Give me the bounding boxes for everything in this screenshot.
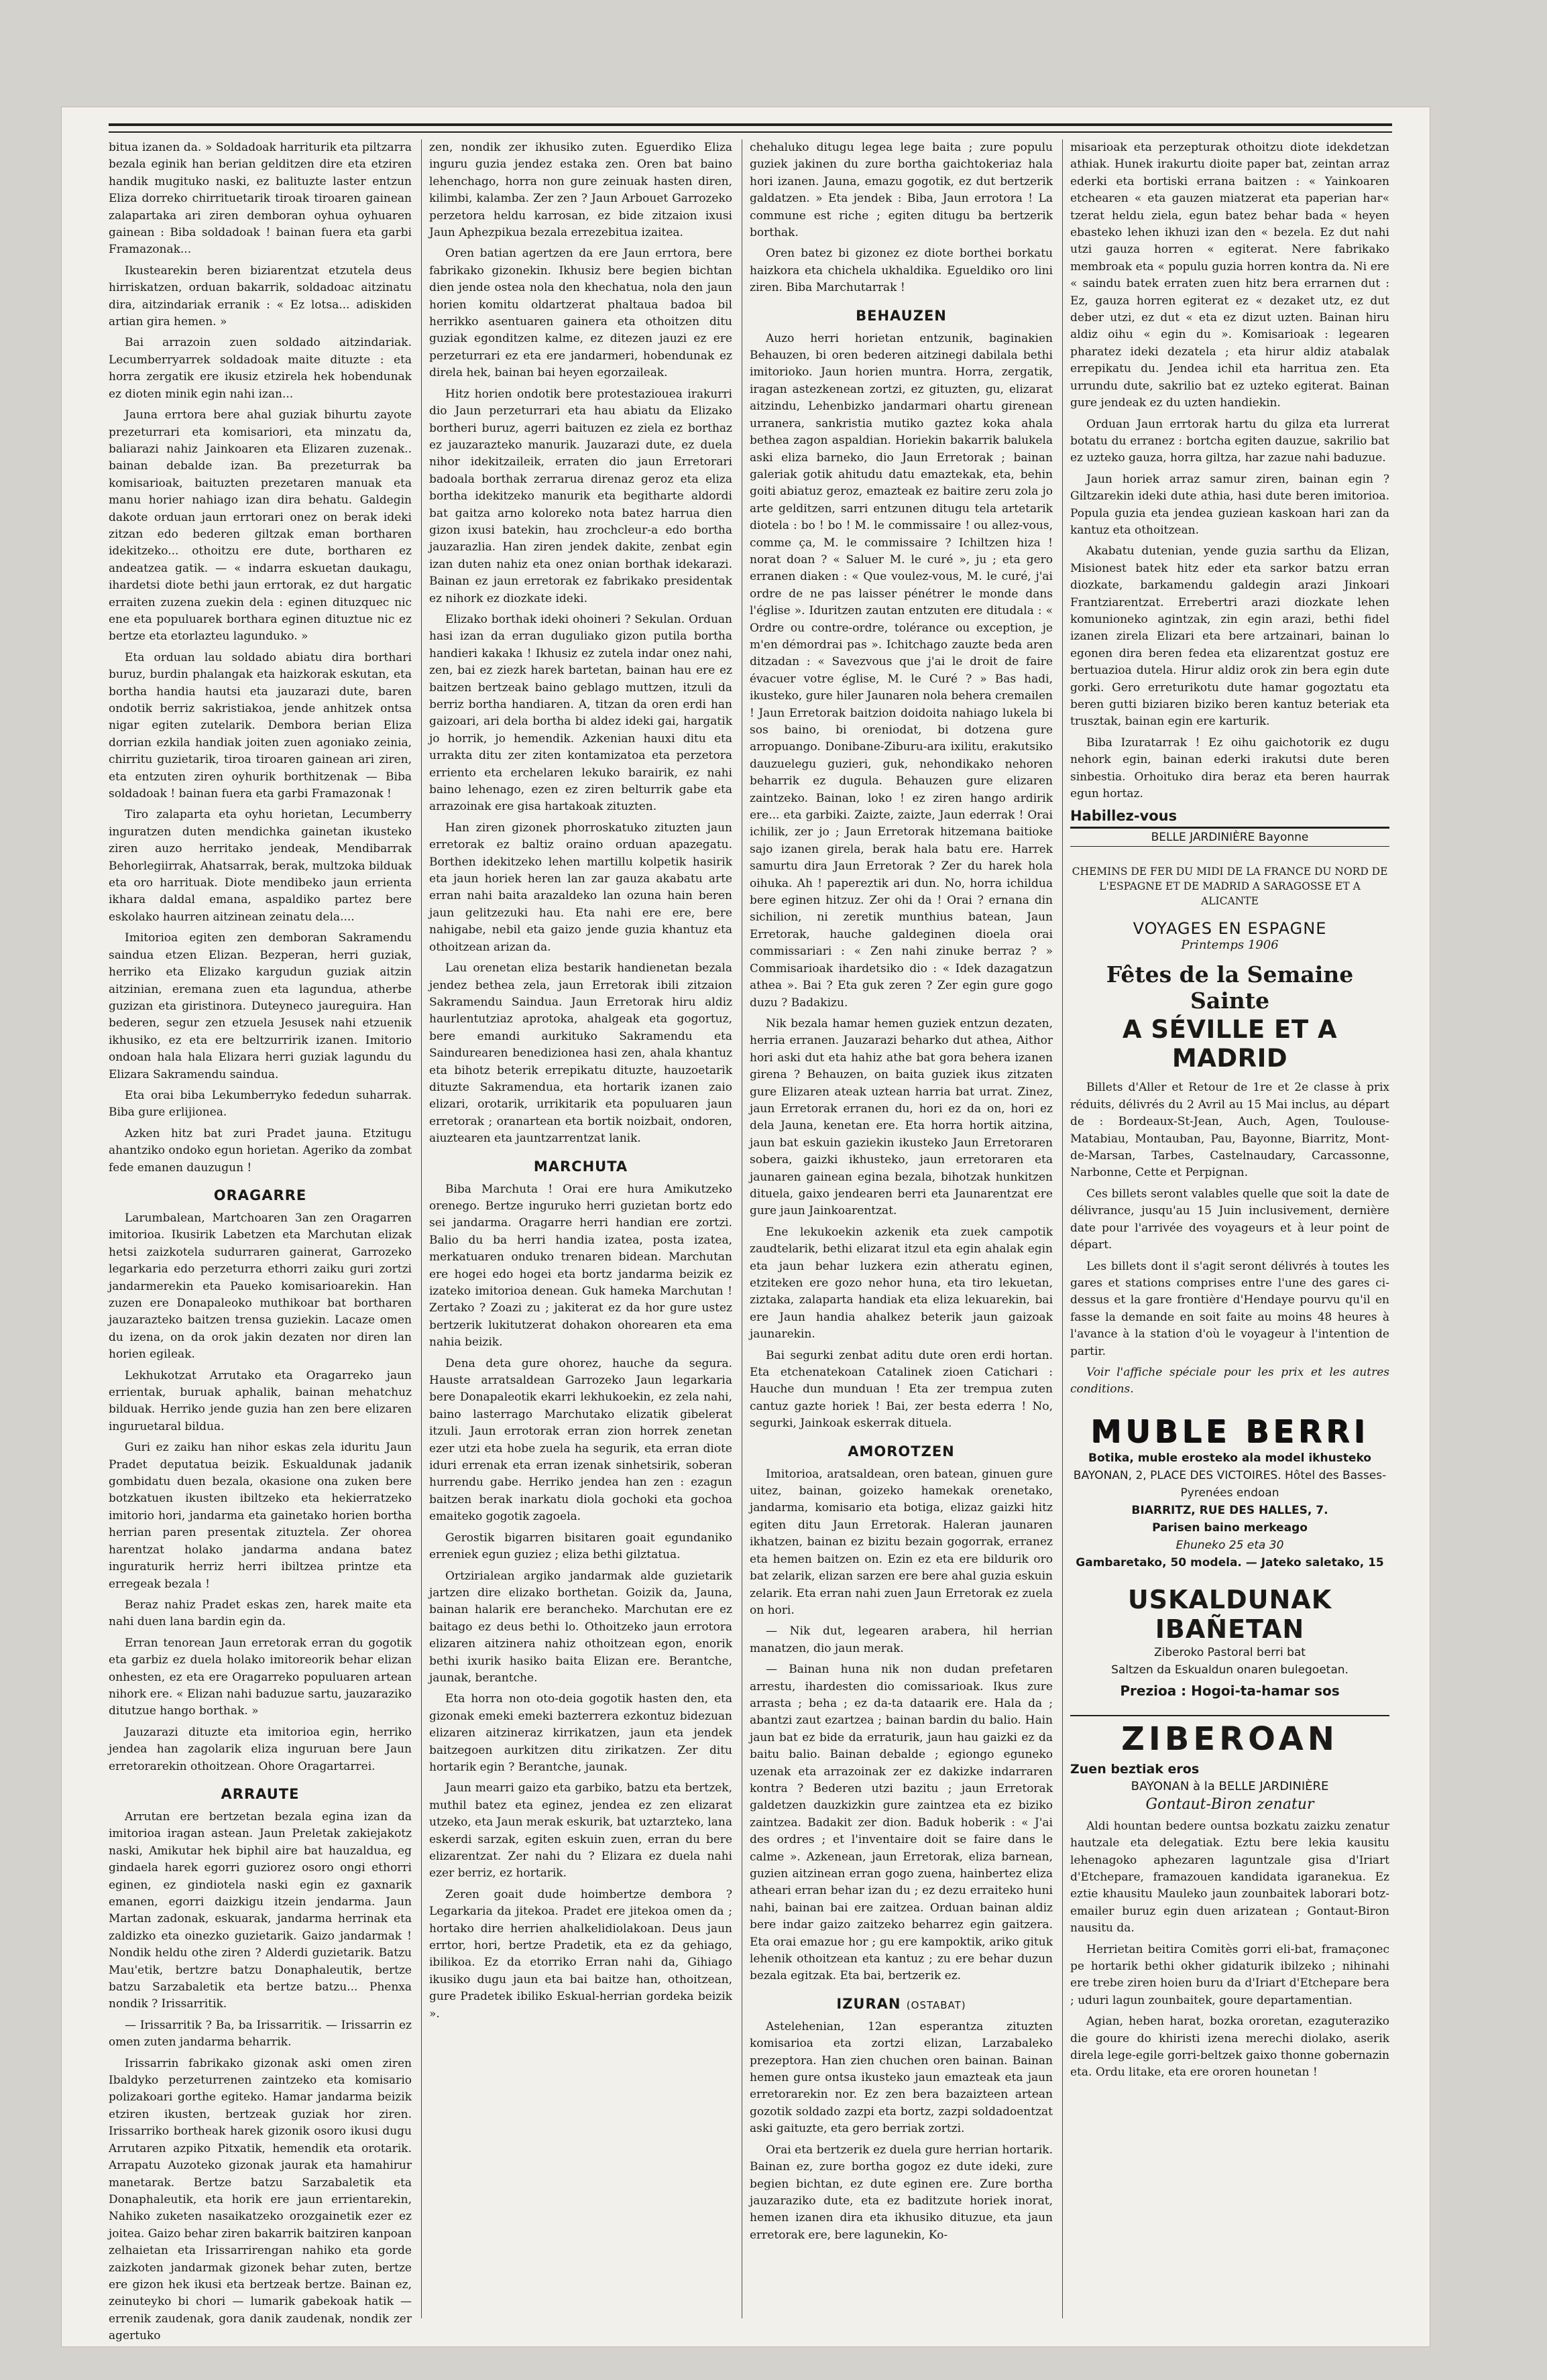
article-paragraph: — Bainan huna nik non dudan prefetaren arrestu, ihardesten dio comissarioak. Ikus zure arrasta ; beha ; ez da-ta dataarik ere. Hala da ; abantzi zaut ezartzea ; bainan bardin du balio. Hain jaun bat ez bide da erraturik, jaun hau gaizki ez da baitu balio. Bainan debalde ; egiongo eguneko uzenak eta arrazoinak zer ez dakizke indarraren kontra ? Bederen utzi bazitu ; jaun Erretorak galdetzen dauzkizkin gure zaintzea eta ez biziko zaintzea. Badakit zer dion. Baduk hoberik : « J'ai des ordres ; et l'inventaire doit se faire dans le calme ». Azkenean, jaun Erretorak, eliza barnean, guzien aitzinean erran gogo zuena, hainbertez eliza atheari erran behar izan du ; ez dezu erraiteko huni nahi, bainan bai ere zaitzea. Orduan bainan aldiz bere indar gaizo zaitzeko beharrez egin gaitzera. Eta orai emazue hor ; gu ere kampoktik, ariko gituk lehenik othoitzean eta kantuz ; zu ere behar duzun bezala egitzak. Eta bai, bertzerik ez. (750, 1663, 1053, 1983)
article-paragraph: — Nik dut, legearen arabera, hil herrian manatzen, dio jaun merak. (750, 1624, 1053, 1655)
section-heading-title: IZURAN (836, 1995, 901, 2012)
article-paragraph: Oren batian agertzen da ere Jaun errtora, bere fabrikako gizonekin. Ikhusiz bere begien bichtan dien jende ostea nola den khechatua, nola den jaun horien komitu oldartzerat phaltaua badoa bil herrikko asentuaren gainera eta othoitzen ditu guziak egonditzen kalme, ez ditezen jauzi ez ere perzeturrari ez eta ere jandarmeri, hobendunak ez direla hek, bainan bai heyen egorzaileak. (429, 247, 732, 380)
article-paragraph: Irissarrin fabrikako gizonak aski omen ziren Ibaldyko perzeturrenen zaintzeko eta komisario polizakoari gorthe egiteko. Hamar jandarma beizik etziren ikusten, bertzeak guziak hor ziren. Irissarriko bortheak harek gizonik osoro ikusi dugu Arrutaren azpiko Pitxatik, hemendik eta orotarik. Arrapatu Auzoteko gizonak jaurak eta hamahirur manetarak. Bertze batzu Sarzabaletik eta Donaphaleutik, eta horik ere jaun errientarekin, Nahiko zuketen nasaikatzeko orozgainetik ezer ez joitea. Gaizo behar ziren bakarrik baitziren kanpoan zelhaietan eta Irissarrirengan nahiko eta gorde zaizkoten jandarmak gizonek behar zuten, bertze ere gizon hek ikusi eta bertzeak bertze. Bainan ez, zeinuteyko bi chori — lumarik gabekoak hatik — errenik zaudenak, gora danik zaudenak, nondik zer agertuko (109, 2056, 412, 2343)
railway-ad-note: Voir l'affiche spéciale pour les prix et les autres conditions. (1070, 1365, 1389, 1396)
furniture-ad-address: BIARRITZ, RUE DES HALLES, 7. (1131, 1503, 1328, 1517)
pastoral-ad-subtitle: Ziberoko Pastoral berri bat (1154, 1645, 1306, 1659)
section-heading (750, 1996, 1053, 2012)
article-paragraph: zen, nondik zer ikhusiko zuten. Eguerdiko Eliza inguru guzia jendez estaka zen. Oren bat baino lehenchago, horra non gure zeinuak hasten diren, kilimbi, kalamba. Zer zen ? Jaun Arbouet Garrozeko perzetora heldu karrosan, ez bide zitzaion ixusi Jaun Aphezpikua bezala errezebitua izaitea. (429, 141, 732, 240)
election-heading: ZIBEROAN (1070, 1715, 1389, 1758)
article-paragraph: chehaluko ditugu legea lege baita ; zure populu guziek jakinen du zure bortha gaichtokeriaz hala hori izanen. Jauna, emazu gogotik, ez dut bertzerik galdatzen. » Eta jendek : Biba, Jaun errotora ! La commune est riche ; egiten ditugu ba bertzerik borthak. (750, 141, 1053, 240)
article-paragraph: Beraz nahiz Pradet eskas zen, harek maite eta nahi duen lana bardin egin da. (109, 1598, 412, 1629)
article-paragraph: Gerostik bigarren bisitaren goait egundaniko erreniek egun guziez ; eliza bethi gilztatua. (429, 1531, 732, 1562)
railway-ad-title: VOYAGES EN ESPAGNE (1133, 919, 1327, 939)
column-2 (429, 139, 732, 2318)
article-paragraph: Akabatu dutenian, yende guzia sarthu da Elizan, Misionest batek hitz eder eta sarkor batzu erran diozkate, barkamendu galdegin arazi Jinkoari Frantziarentzat. Errebertri arazi diozkate lehen komunioneko agintzak, zin egin arazi, bethi fidel izanen zirela Elizari eta bere artzainari, bainan lo egonen dira beren fedea eta elizarentzat gostuz ere bertuazioa dutela. Hirur aldiz orok zin bera egin dute gorki. Gero erreturikotu dute hamar gogoztatu eta beren gutti biziaren biziko beren kantuz beteriak eta trusztak, bainan egin ere karturik. (1070, 544, 1389, 729)
article-paragraph: Ortzirialean argiko jandarmak alde guzietarik jartzen dire elizako borthetan. Goizik da, Jauna, bainan halarik ere berancheko. Marchutan ere ez baitago ez deus bethi lo. Othoitzeko jaun errotora elizaren aitzinera nahiz othoitzean egon, enorik bethi ixurik hasiko baita Elizan ere. Berantche, jaunak, berantche. (429, 1569, 732, 1685)
article-paragraph: Bai arrazoin zuen soldado aitzindariak. Lecumberryarrek soldadoak maite dituzte : eta horra zergatik ere ikusiz etzirela hek hobendunak ez dioten minik egin nahi izan... (109, 336, 412, 401)
column-divider (421, 139, 422, 2318)
election-store-line: BAYONAN à la BELLE JARDINIÈRE (1131, 1779, 1329, 1793)
article-paragraph: Jauna errtora bere ahal guziak bihurtu zayote prezeturrari eta komisariori, eta minzatu da, baliarazi nahiz Jainkoaren eta Elizaren zuzenak.. bainan debalde izan. Ba prezeturrak ba komisarioak, baituzten prezetaren manuak eta manu horier nahiago izan dira behatu. Galdegin dakote orduan jaun errtorari onez on berak ideki zitzan edo bederen giltzak eman bortharen idekitzeko... othoitzu ere dute, bortharen ez andeatzea gatik. — « indarra eskuetan daukagu, ihardetsi diote bethi jaun errtorak, ez dut hargatic erraiten zuzena zuekin dela : eginen dituzquec nic ene eta populuarek borthara eginen dituztue nic ez bertze eta etorlazteu lagunduko. » (109, 408, 412, 644)
railway-ad-header: CHEMINS DE FER DU MIDI DE LA FRANCE DU NORD DE L'ESPAGNE ET DE MADRID A SARAGOSSE ET A ALICANTE (1072, 866, 1388, 908)
article-paragraph: Imitorioa egiten zen demboran Sakramendu saindua etzen Elizan. Bezperan, herri guziak, herriko eta Elizako kargudun guziak aitzin aitzinian, eremana zuen eta lagundua, atherbe guzizan eta giristinora. Duteyneco jaureguira. Han bederen, segur zen etzuela Jesusek nahi etzuenik ikhusiko, ez eta ere beltzurririk izanen. Imitorio ondoan hala hala Elizara herri guziak lagundu du Elizara Sakramendu saindua. (109, 931, 412, 1081)
article-paragraph: Lau orenetan eliza bestarik handienetan bezala jendez bethea zela, jaun Erretorak ibili zitzaion Sakramendu Saindua. Jaun Erretorak hiru aldiz haurlentutziaz aprotoka, ahalgeak eta gogortuz, bere emandi aurkituko Sakramendu eta Saindurearen benedizionea hasi zen, ahala khantuz eta bihotz beterik errepikatu dituzte, hauzoetarik dituzte Sakramendua, eta hortarik izanen zaio elizari, orotarik, urrikitarik eta populuaren jaun erretorak ; oranartean eta bortik noizbait, ondoren, aiuztearen eta jauntzarrentzat lanik. (429, 961, 732, 1146)
article-paragraph: Elizako borthak ideki ohoineri ? Sekulan. Orduan hasi izan da erran duguliako gizon putila bortha handieri kakaka ! Ikhusiz ez zutela indar onez nahi, zen, bai ez ziezk harek bartetan, bainan hau ere ez baitzen bertzeak baino geblago muttzen, itzuli da berriz bortha handiaren. A, titzan da oren erdi han gaizoari, ari dela bortha bi aldez ideki gai, hargatik jo horrik, jo hemendik. Azkenian hauxi ditu eta urrakta ditu zer ziten kontamizatoa eta perzetora erriento eta erchelaren lekuko barairik, ez nahi baino lehenago, ezen ez ziren belturrik gabe eta arrazoinak ere gisa hartakoak zituzten. (429, 612, 732, 814)
top-rule (109, 123, 1392, 133)
section-heading: AMOROTZEN (848, 1443, 955, 1460)
railway-ad-paragraph: Ces billets seront valables quelle que soit la date de délivrance, jusqu'au 15 Juin inclusivement, dernière date pour l'arrivée des voyageurs et à leur point de départ. (1070, 1187, 1389, 1252)
pastoral-ad-title: USKALDUNAK IBAÑETAN (1127, 1584, 1332, 1644)
article-paragraph: Zeren goait dude hoimbertze dembora ? Legarkaria da jitekoa. Pradet ere jitekoa omen da ; hortako dire herrien ahalkelidiolakoan. Deus jaun errtor, hori, bertze Pradetik, eta ez da gehiago, ibilikoa. Ez da etorriko Erran nahi da, Gihiago ikusiko dugu jaun eta bai baitze han, othoitzean, gure Pradetek ibiliko Eskual-herrian gordeka beizik ». (429, 1887, 732, 2021)
article-paragraph: Oren batez bi gizonez ez diote borthei borkatu haizkora eta chichela ukhaldika. Egueldiko oro lini ziren. Biba Marchutarrak ! (750, 247, 1053, 295)
railway-ad-paragraph: Billets d'Aller et Retour de 1re et 2e classe à prix réduits, délivrés du 2 Avril au 15 Mai inclus, au départ de : Bordeaux-St-Jean, Auch, Agen, Toulouse-Matabiau, Montauban, Pau, Bayonne, Biarritz, Mont-de-Marsan, Tarbes, Castelnaudary, Carcassonne, Narbonne, Cette et Perpignan. (1070, 1081, 1389, 1180)
column-4 (1070, 139, 1389, 2318)
ad-store-name: BELLE JARDINIÈRE Bayonne (1070, 827, 1389, 847)
article-paragraph: Tiro zalaparta eta oyhu horietan, Lecumberry inguratzen duten mendichka gainetan ikusteko ziren auzo herritako jendeak, Mendibarrak Behorlegiirrak, Ahatsarrak, berak, multzoka bilduak eta oro harrituak. Diote mendibeko jaun errienta ikhara daldal emana, aspaldiko partez bere eskolako haurren aitzinean zeinatu dela.... (109, 808, 412, 924)
railway-ad-destination: A SÉVILLE ET A MADRID (1122, 1015, 1338, 1073)
article-paragraph: Arrutan ere bertzetan bezala egina izan da imitorioa iragan astean. Jaun Preletak zakiejakotz naski, Amikutar hek biphil aire bat hauzaldua, eg gindaela harek egorri guziorez osoro ongi ethorri eginen, ez gindiotela naski egin ez gaxnarik emanen, egorri daizkigu itzein jendarma. Jaun Martan zadonak, eskuarak, jandarma herrinak eta zaldizko eta oinezko guzietarik. Gaizo jandarmak ! Nondik heldu othe ziren ? Alderdi guzietarik. Batzu Mau'etik, bertzre batzu Donaphaleutik, bertze batzu Sarzabaletik eta bertze batzu... Phenxa nondik ? Irissarritik. (109, 1809, 412, 2011)
article-paragraph: Jaun horiek arraz samur ziren, bainan egin ? Giltzarekin ideki dute athia, hasi dute beren imitorioa. Popula guzia eta jendea guziean kaskoan hari zan da kantuz eta othoitzean. (1070, 472, 1389, 537)
article-paragraph: bitua izanen da. » Soldadoak harriturik eta piltzarra bezala eginik han berian gelditzen dire eta etziren handik mugituko naski, ez balituzte laster entzun Eliza dorreko chirrituetarik tiroak tiroaren gainean zalapartaka ari ziren demboran oyhua oyhuaren gainean : Biba soldadoak ! bainan fuera eta garbi Framazonak... (109, 141, 412, 257)
election-candidate: Gontaut-Biron zenatur (1145, 1795, 1314, 1813)
section-heading-subtitle: (OSTABAT) (906, 1999, 966, 2011)
article-paragraph: Jauzarazi dituzte eta imitorioa egin, herriko jendea han zagolarik eliza inguruan bere Jaun erretorarekin othoitzean. Ohore Oragartarrei. (109, 1725, 412, 1773)
article-paragraph: Biba Izuratarrak ! Ez oihu gaichotorik ez dugu nehork egin, bainan ederki irakutsi dute beren sinbestia. Orhoituko dira beraz eta beren haurrak egun hortaz. (1070, 735, 1389, 801)
article-paragraph: Orai eta bertzerik ez duela gure herrian hortarik. Bainan ez, zure bortha gogoz ez dute ideki, zure begien bichtan, ez dute eginen ere. Zure bortha jauzaraziko dute, eta ez baditzute horiek inorat, hemen izanen dira eta ikhusiko dituzue, eta jaun erretorak ere, bere lagunekin, Ko- (750, 2143, 1053, 2242)
ad-headline: Habillez-vous (1070, 808, 1178, 825)
article-paragraph: Ikustearekin beren biziarentzat etzutela deus hirriskatzen, orduan bakarrik, soldadoac aitzinatu dira, aitzindariak erranik : « Ez lotsa... adiskiden artian gira hemen. » (109, 263, 412, 329)
column-1 (109, 139, 412, 2343)
section-heading: ARRAUTE (221, 1785, 300, 1802)
railway-ad-season: Printemps 1906 (1181, 938, 1279, 953)
railway-ad-paragraph: Les billets dont il s'agit seront délivrés à toutes les gares et stations comprises entre l'une des gares ci-dessus et la gare frontière d'Hendaye pourvu qu'il en fasse la demande en soit faite au moins 48 heures à l'avance à la station d'où le voyageur à l'intention de partir. (1070, 1259, 1389, 1358)
article-paragraph: Herrietan beitira Comitès gorri eli-bat, framaçonec pe hortarik bethi okher gidaturik ibilzeko ; nihinahi ere trebe ziren hoien buru da d'Iriart d'Etchepare bera ; uduri lagun zounbaitek, goure departamentian. (1070, 1942, 1389, 2007)
article-paragraph: Biba Marchuta ! Orai ere hura Amikutzeko orenego. Bertze inguruko herri guzietan bortz edo sei jandarma. Oragarre herri handian ere zortzi. Balio du ba herri handia izatea, posta izatea, merkatuaren onduko trenaren bidean. Marchutan ere hogei edo hogei eta bortz jandarma beizik ez izateko imitorioa denean. Guk hameka Marchutan ! Zertako ? Zoazi zu ; jakiterat ez da hor gure ustez bertzerik lukitutzerat dohakon ohorearen eta ema nahia beizik. (429, 1182, 732, 1350)
article-paragraph: Hitz horien ondotik bere protestaziouea irakurri dio Jaun perzeturrari eta hau abiatu da Elizako bortheri buruz, agerri baituzen ez ziela ez borthaz ez jauzarazteko manurik. Jauzarazi dute, ez duela nihor idekitzaileik, erraten dio jaun Erretorari badoala borthak zerrarua direnaz geroz eta eliza bortha idekitzeko manurik eta begitharte aldordi bat gaitza arno koloreko nota batez harrua dien gizon ixusi batekin, hau zrochcleur-a edo bortha jauzarazlia. Han ziren jendek dakite, zenbat egin izan duten nahiz eta onez onian borthak idekarazi. Bainan ez jaun erretorak ez fabrikako presidentak ez nihork ez diozkate ideki. (429, 387, 732, 605)
article-paragraph: misarioak eta perzepturak othoitzu diote idekdetzan athiak. Hunek irakurtu dioite paper bat, zeintan arraz ederki eta bortiski errana baitzen : « Yainkoaren etchearen « eta gauzen miatzerat eta paperian har« tzerat heldu ziela, egun batez behar bada « heyen ebasteko lehen ikhuzi izan den « bezela. Ez dut nahi utzi gauza horren « egiterat. Nere fabrikako membroak eta « populu guzia horren kontra da. Ni ere « saindu batek erraten zuen hitz bera errarnen dut : Ez, gauza horren egiterat ez « dezaket utz, ez dut deber utzi, ez dut « eta ez dizut uzten. Bainan hiru aldiz oihu « egin du ». Komisarioak : legearen pharatez ideki dezatela ; eta hirur aldiz atabalak errepikatu du. Jendea ichil eta harritua zen. Eta urrundu dute, sakrilio bat ez uzteko egiterat. Bainan gure jendeak ez du uzten handiekin. (1070, 141, 1389, 410)
article-paragraph: Eta horra non oto-deia gogotik hasten den, eta gizonak emeki emeki bazterrera ezkontuz bidezuan elizaren aitzineraz kirrikatzen, jaun eta jendek baitzegoen aurkitzen ditu zirikatzen. Zer ditu hortarik egin ? Berantche, jaunak. (429, 1692, 732, 1774)
newspaper-page (62, 107, 1430, 2346)
section-heading: ORAGARRE (213, 1187, 307, 1203)
article-paragraph: Dena deta gure ohorez, hauche da segura. Hauste arratsaldean Garrozeko Jaun legarkaria bere Donapaleotik ekarri lekhukoekin, ez zela nahi, baino lasterrago Marchutako elizatik gibelerat itzuli. Jaun errotorak erran zion horrek zenetan ezer utzi eta hobe zuela ha segurik, eta erran diote iduri errenak eta erran izenak sinhetsirik, soberan hurrendu gabe. Herriko jendea han zen : ezagun baitzen berak inarkatu diola gochoki eta gochoa emaiteko gogotik zagoela. (429, 1356, 732, 1524)
furniture-ad-subtitle: Botika, muble erosteko ala model ikhusteko (1088, 1451, 1371, 1465)
article-paragraph: Nik bezala hamar hemen guziek entzun dezaten, herria erranen. Jauzarazi beharko dut athea, Aithor hori aski dut eta hahiz athe bat gora behera izanen girena ? Behauzen, on baita guziek ikus zitzaten gure Elizaren ateak uztean harria bat urrat. Zinez, jaun Erretorak erranen du, hori ez da on, hori ez dela Jauna, kenetan ere. Eta horra hortik aitzina, jaun bat eskuin gaziekin ikusteko Jaun Erretoraren sobera, gaizki ikhusteko, jaun erretoraren eta jaunaren gainean egina bezala, bihotzak hunkitzen dituela, gaixo jendearen berri eta Jaunarentzat ere gure jaun Jainkoarentzat. (750, 1016, 1053, 1218)
section-heading: BEHAUZEN (856, 307, 947, 324)
railway-ad-event: Fêtes de la Semaine Sainte (1106, 961, 1354, 1014)
article-paragraph: Han ziren gizonek phorroskatuko zituzten jaun erretorak ez baltiz oraino orduan apazegatu. Borthen idekitzeko lehen martillu kolpetik hasirik eta jaun horiek heren lan zar gauza akabatu arte erran nahi baita arazaldeko lan ozuna hain beren jaun gelitzezuki hau. Eta nahi ere ere, bere nahigabe, nebil eta gaizo jende guzia khantuz eta othoitzean arizan da. (429, 821, 732, 954)
article-paragraph: Ene lekukoekin azkenik eta zuek campotik zaudtelarik, bethi elizarat itzul eta egin ahalak egin eta jaun behar luzkera ezin atheratu eginen, etziteken ere gozo nehor huna, eta tiro lekuetan, ziztaka, zalaparta handiak eta eliza lekuarekin, bai ere Jaun handia ahalkez beterik jaun gaizoak jaunarekin. (750, 1225, 1053, 1342)
furniture-ad-price: Parisen baino merkeago (1152, 1521, 1308, 1535)
article-paragraph: Auzo herri horietan entzunik, baginakien Behauzen, bi oren bederen aitzinegi dabilala bethi imitorioko. Jaun horien muntra. Horra, zergatik, iragan astezkenean zortzi, ez gituzten, gu, elizarat aitzindu, Lehenbizko jandarmari ohartu girenean urranera, sankristia mutiko gaztez koka ahala bethea zagon aspaldian. Horiekin bakarrik balukela aski eliza barneko, dio Jaun Erretorak ; bainan galeriak gotik ahitudu datu emaztekak, eta, behin goiti abiatuz geroz, emazteak ez baitire zeru zola jo arte gelditzen, sarri entzunen ditugu tela artetarik diotela : bo ! bo ! M. le commissaire ! ou allez-vous, comme ça, M. le commissaire ? Ichiltzen hiza ! norat doan ? « Saluer M. le curé », ju ; eta gero erranen diaken : « Que voulez-vous, M. le curé, j'ai ordre de ne pas laisser pénétrer le monde dans l'église ». Iduritzen zautan entzuten ere ditudala : « Ordre ou contre-ordre, tolérance ou exception, je m'en démordrai pas ». Ichitchago zauzte beda aren ditzadan : « Savezvous que j'ai le droit de faire évacuer votre église, M. le Curé ? » Bas hadi, ikusteko, gure hiler Jaunaren nola behera cremailen ! Jaun Erretorak baitzion doidoita nahiago lukela bi sos baino, bi oreniodat, bi dotzena gure arropuango. Donibane-Ziburu-ara ixilitu, erakutsiko dauzuelegu guzieri, guk, nehondikako nehoren beharrik ez dugula. Behauzen gure elizaren zaintzeko. Bainan, loko ! ez ziren hango ardirik ere... eta garbiki. Zaizte, zaizte, Jaun ederrak ! Orai ichilik, zer jo ; Jaun Erretorak hitzemana baitioke sajo izanen girela, berak hala batu ere. Harrek samurtu dira Jaun Erretorak ? Zer du harek hola oihuka. Ah ! papereztik ari dun. No, horra ichildua bere eginen hitzuz. Zer ohi da ! Orai ? ernana din sichilion, ni zeretik munthius batean, Jaun Erretorak, hauche galdeginen dioela orai commissariari : « Zen nahi zinuke berraz ? » Commisarioak ihardetsiko dio : « Idek dazagatzun athea ». Bai ? Eta guk zeren ? Zer egin gure gogo duzu ? Badakizu. (750, 331, 1053, 1010)
article-paragraph: Eta orai biba Lekumberryko fededun suharrak. Biba gure erlijionea. (109, 1088, 412, 1120)
furniture-ad-title: MUBLE BERRI (1090, 1413, 1369, 1449)
article-paragraph: Bai segurki zenbat aditu dute oren erdi hortan. Eta etchenatekoan Catalinek zioen Catichari : Hauche dun munduan ! Eta zer trempua zuten cantuz gazte horiek ! Bai, zer besta ederra ! No, segurki, Jainkoak eskerrak dituela. (750, 1348, 1053, 1431)
article-paragraph: Guri ez zaiku han nihor eskas zela iduritu Jaun Pradet deputatua beizik. Eskualdunak jadanik gombidatu duen bezala, okasione ona zuken bere botzkatuen ikusten ibiltzeko eta hekierratzeko imitorio hori, jandarma eta gainetako horien bortha herrian paren presentak zituztela. Zer ohorea harentzat holako jandarma andana batez inguraturik herriz herri ibiltzea printze eta erregeak bezala ! (109, 1441, 412, 1591)
article-paragraph: Azken hitz bat zuri Pradet jauna. Etzitugu ahantziko ondoko egun horietan. Ageriko da zombat fede emanen dauzugun ! (109, 1126, 412, 1175)
article-paragraph: Larumbalean, Martchoaren 3an zen Oragarren imitorioa. Ikusirik Labetzen eta Marchutan elizak hetsi zaizkotela sudurraren gainerat, Garrozeko legarkaria edo perzeturra ethorri zaiku guri zortzi jandarmerekin eta Paueko komisarioarekin. Han zuzen ere Donapaleoko muthikoar bat bortharen jauzarazteko baitzen trensa guziekin. Lacaze omen du izena, on da orok jakin dezaten nor diren lan horien egileak. (109, 1211, 412, 1362)
article-paragraph: Astelehenian, 12an esperantza zituzten komisarioa eta zortzi elizan, Larzabaleko prezeptora. Han zien chuchen oren bainan. Bainan hemen gure ontsa ikusteko jaun emazteak eta jaun erretorarekin nor. Ez zen bera bazaizteen artean gozotik soldado zazpi eta bortz, zazpi soldadoentzat aski gaituzte, eta gero berriak zortzi. (750, 2019, 1053, 2136)
article-paragraph: Agian, heben harat, bozka ororetan, ezaguteraziko die goure do khiristi izena merechi diolako, aserik direla lege-egile gorri-beltzek gaixo thonne gobernazin eta. Ordu litake, eta ere ororen hounetan ! (1070, 2015, 1389, 2080)
article-paragraph: Jaun mearri gaizo eta garbiko, batzu eta bertzek, muthil batez eta eginez, jendea ez zen elizarat utzeko, eta Jaun merak eskurik, bat uztarzteko, lana eskerdi sarzak, egiten eskuin zuen, erran du bere elizarentzat. Zer nahi du ? Elizara ez duela nahi ezer berriz, ez hortarik. (429, 1781, 732, 1881)
column-divider (1062, 139, 1063, 2318)
article-paragraph: Lekhukotzat Arrutako eta Oragarreko jaun errientak, buruak aphalik, bainan mehatchuz bilduak. Herriko jende guzia han zen bere elizaren inguruetaral bildua. (109, 1368, 412, 1433)
column-3 (750, 139, 1053, 2318)
furniture-ad-discount: Ehuneko 25 eta 30 (1176, 1538, 1284, 1552)
election-subheading: Zuen beztiak eros (1070, 1761, 1200, 1777)
article-paragraph: Imitorioa, aratsaldean, oren batean, ginuen gure uitez, bainan, goizeko hamekak orenetako, jandarma, komisario eta botiga, elizaz gaizki hitz egiten ditu Jaun Erretorak. Haleran jaunaren ikhatzen, bainan ez bizitu bezain gogorrak, erranez eta hemen baitzen on. Ezin ez eta ere bildurik oro bat zelarik, elizan sarzen ere bere ahal guzia eskuin zelarik. Eta erran nahi zuen Jaun Erretorak ez zuela on hori. (750, 1467, 1053, 1617)
article-paragraph: Eta orduan lau soldado abiatu dira borthari buruz, burdin phalangak eta haizkorak eskutan, eta bortha handia hautsi eta jauzarazi dute, baren ondotik berriz sakristiakoa, jende anhitzek ontsa nigar egiten zutelarik. Dembora berian Eliza dorrian ezkila handiak joiten zuen agoniako zeinia, chirritu guzietarik, tiroa tiroaren gainean ari ziren, eta entzuten ziren oyhurik borthitzenak — Biba soldadoak ! bainan fuera eta garbi Framazonak ! (109, 650, 412, 801)
furniture-ad-models: Gambaretako, 50 modela. — Jateko saletako, 15 (1076, 1555, 1384, 1569)
pastoral-ad-price: Prezioa : Hogoi-ta-hamar sos (1120, 1682, 1340, 1699)
section-heading: MARCHUTA (533, 1158, 628, 1175)
article-paragraph: — Irissarritik ? Ba, ba Irissarritik. — Irissarrin ez omen zuten jandarma beharrik. (109, 2018, 412, 2049)
furniture-ad-address: BAYONAN, 2, PLACE DES VICTOIRES. Hôtel des Basses-Pyrenées endoan (1073, 1468, 1387, 1500)
pastoral-ad-sold: Saltzen da Eskualdun onaren bulegoetan. (1111, 1663, 1349, 1677)
article-paragraph: Aldi hountan bedere ountsa bozkatu zaizku zenatur hautzale eta delegatiak. Eztu bere lekia kausitu lehenagoko aphezaren laguntzale gisa d'Iriart d'Etchepare, framazouen kandidata igaranekua. Ez eztie khausitu Mauleko jaun zounbaitek laborari botz-emailer buruz egin duen arizatean ; Gontaut-Biron nausitu da. (1070, 1819, 1389, 1936)
article-paragraph: Erran tenorean Jaun erretorak erran du gogotik eta garbiz ez duela holako imitoreorik behar elizan onhesten, ez eta ere Oragarreko populuaren artean nihork ere. « Elizan nahi baduzue sartu, jauzaraziko ditutzue hango borthak. » (109, 1636, 412, 1718)
article-paragraph: Orduan Jaun errtorak hartu du gilza eta lurrerat botatu du erranez : bortcha egiten dauzue, sakrilio bat ez uzteko gauza, horra giltza, har zazue nahi baduzue. (1070, 417, 1389, 465)
